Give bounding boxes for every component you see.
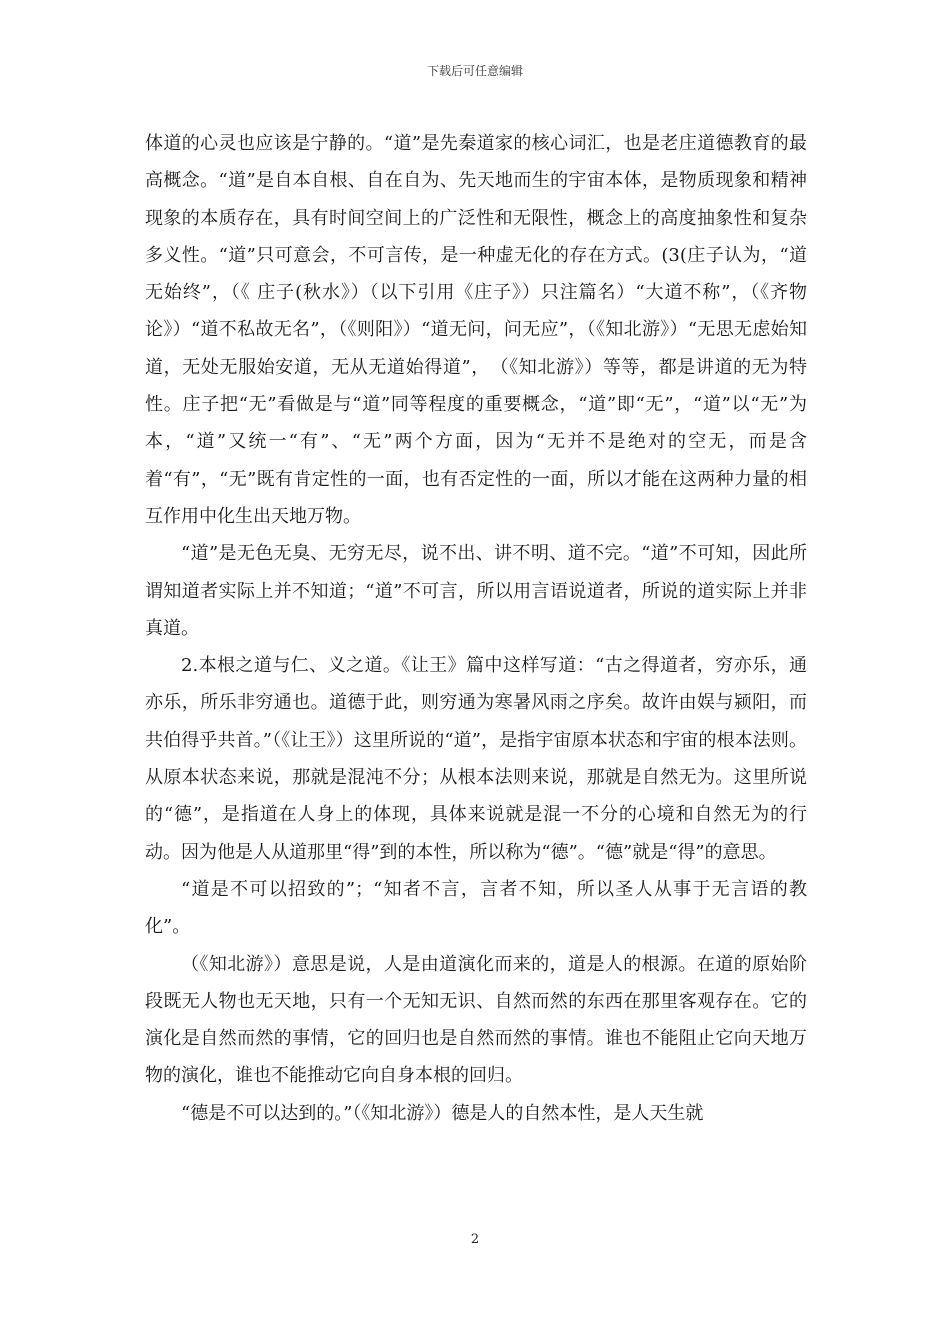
page-header: 下载后可任意编辑 [426, 64, 523, 78]
paragraph-6: “德是不可以达到的。”（《知北游》）德是人的自然本性，是人天生就 [181, 1102, 704, 1124]
paragraph-1: 体道的心灵也应该是宁静的。“道”是先秦道家的核心词汇，也是老庄道德教育的最高概念。“道”是自本自根、自在自为、先天地而生的宇宙本体，是物质现象和精神现象的本质存在，具有时间空间上的广泛性和无限性，概念上的高度抽象性和复杂多义性。“道”只可意会，不可言传，是一种虚无化的存在方式。(3(庄子认为，“道无始终”，（《 庄子(秋水》）（以下引用《庄子》）只注篇名）“大道不称”，（《齐物论》）“道不私故无名”，（《则阳》）“道无问，问无应”，（《知北游》）“无思无虑始知道，无处无服始安道，无从无道始得道”， （《知北游》）等等，都是讲道的无为特性。庄子把“无”看做是与“道”同等程度的重要概念，“道”即“无”，“道”以“无”为本，“道”又统一“有”、“无”两个方面，因为“无并不是绝对的空无，而是含着“有”，“无”既有肯定性的一面，也有否定性的一面，所以才能在这两种力量的相互作用中化生出天地万物。 [145, 133, 807, 527]
paragraph-4: “道是不可以招致的”；“知者不言，言者不知，所以圣人从事于无言语的教化”。 [145, 878, 807, 938]
paragraph-3: 2.本根之道与仁、义之道。《让王》篇中这样写道：“古之得道者，穷亦乐，通亦乐，所乐非穷通也。道德于此，则穷通为寒暑风雨之序矣。故许由娱与颍阳，而共伯得乎共首。”（《让王》）这里所说的“道”，是指宇宙原本状态和宇宙的根本法则。从原本状态来说，那就是混沌不分；从根本法则来说，那就是自然无为。这里所说的“德”，是指道在人身上的体现，具体来说就是混一不分的心境和自然无为的行动。因为他是人从道那里“得”到的本性，所以称为“德”。“德”就是“得”的意思。 [145, 655, 807, 863]
document-body [145, 125, 807, 1132]
paragraph-5: （《知北游》）意思是说，人是由道演化而来的，道是人的根源。在道的原始阶段既无人物也无天地，只有一个无知无识、自然而然的东西在那里客观存在。它的演化是自然而然的事情，它的回归也是自然而然的事情。谁也不能阻止它向天地万物的演化，谁也不能推动它向自身本根的回归。 [145, 953, 807, 1087]
page-number: 2 [470, 1232, 480, 1247]
paragraph-2: “道”是无色无臭、无穷无尽，说不出、讲不明、道不完。“道”不可知，因此所谓知道者实际上并不知道；“道”不可言，所以用言语说道者，所说的道实际上并非真道。 [145, 543, 807, 639]
